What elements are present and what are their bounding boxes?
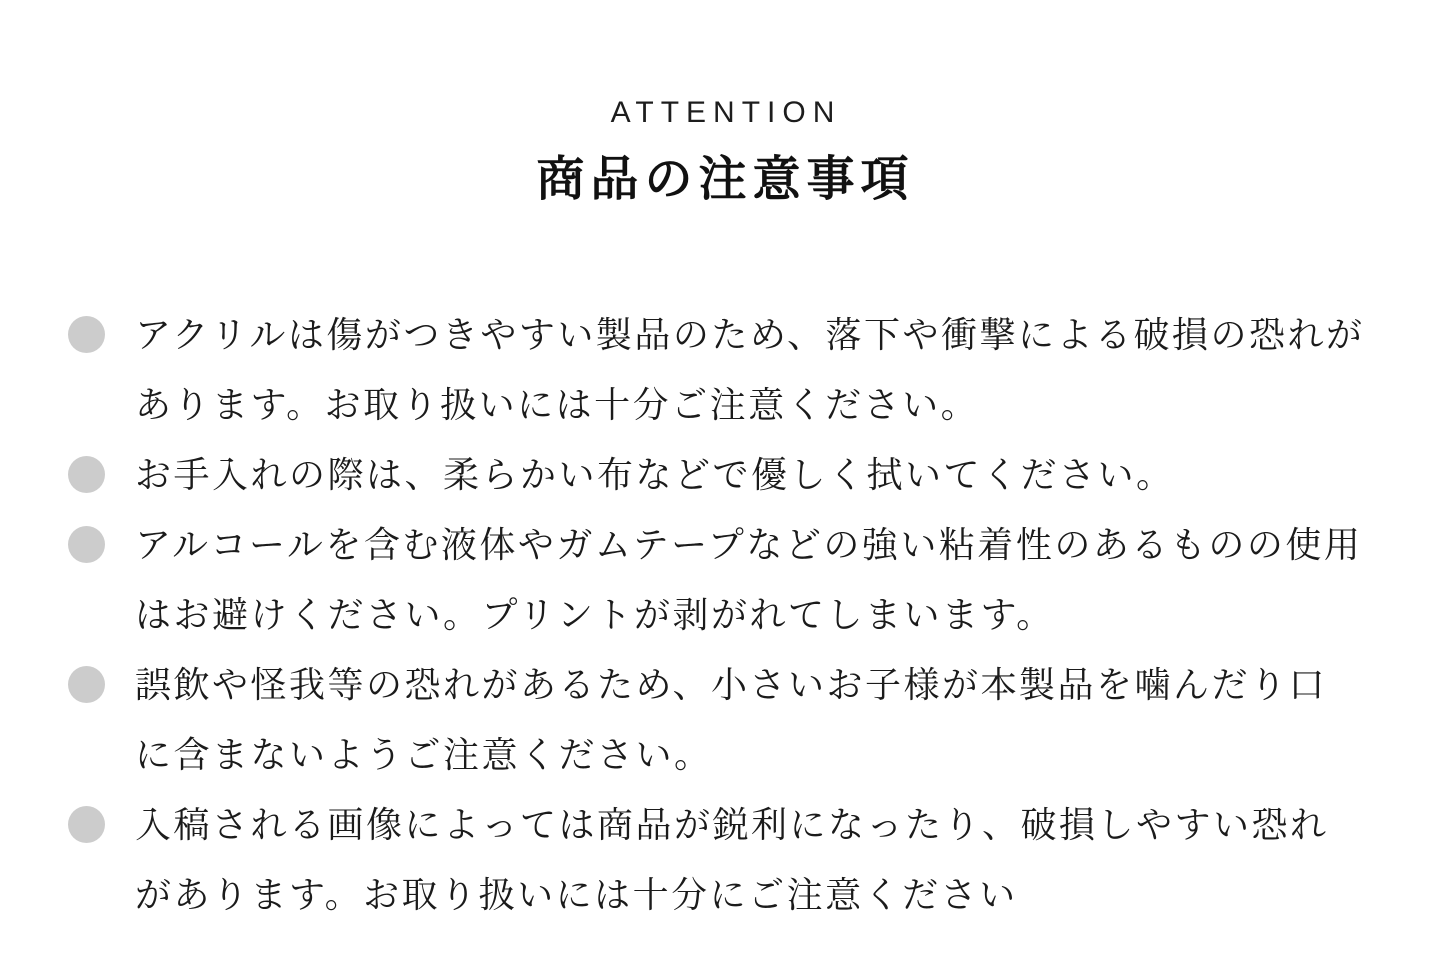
list-item	[68, 790, 1390, 930]
list-item	[68, 300, 1390, 440]
note-text-line: があります。お取り扱いには十分にご注意ください	[135, 874, 1018, 915]
note-text-line: に含まないようご注意ください。	[135, 734, 713, 775]
note-text-line: はお避けください。プリントが剥がれてしまいます。	[135, 594, 1055, 635]
page-title: 商品の注意事項	[536, 153, 915, 206]
note-text-line: お手入れの際は、柔らかい布などで優しく拭いてください。	[135, 454, 1175, 495]
note-text-line: あります。お取り扱いには十分ご注意ください。	[135, 384, 980, 425]
note-text-line: アクリルは傷がつきやすい製品のため、落下や衝撃による破損の恐れが	[135, 314, 1365, 355]
attention-eyebrow: ATTENTION	[610, 96, 842, 129]
attention-header	[0, 0, 1445, 208]
bullet-circle-icon	[68, 526, 105, 563]
note-text-line: 誤飲や怪我等の恐れがあるため、小さいお子様が本製品を噛んだり口	[135, 664, 1328, 705]
bullet-circle-icon	[68, 806, 105, 843]
list-item	[68, 440, 1390, 510]
note-text-line: 入稿される画像によっては商品が鋭利になったり、破損しやすい恐れ	[135, 804, 1329, 845]
bullet-circle-icon	[68, 666, 105, 703]
note-text-line: アルコールを含む液体やガムテープなどの強い粘着性のあるものの使用	[135, 524, 1363, 565]
bullet-circle-icon	[68, 456, 105, 493]
bullet-circle-icon	[68, 316, 105, 353]
list-item	[68, 650, 1390, 790]
list-item	[68, 510, 1390, 650]
notes-list	[68, 300, 1390, 930]
